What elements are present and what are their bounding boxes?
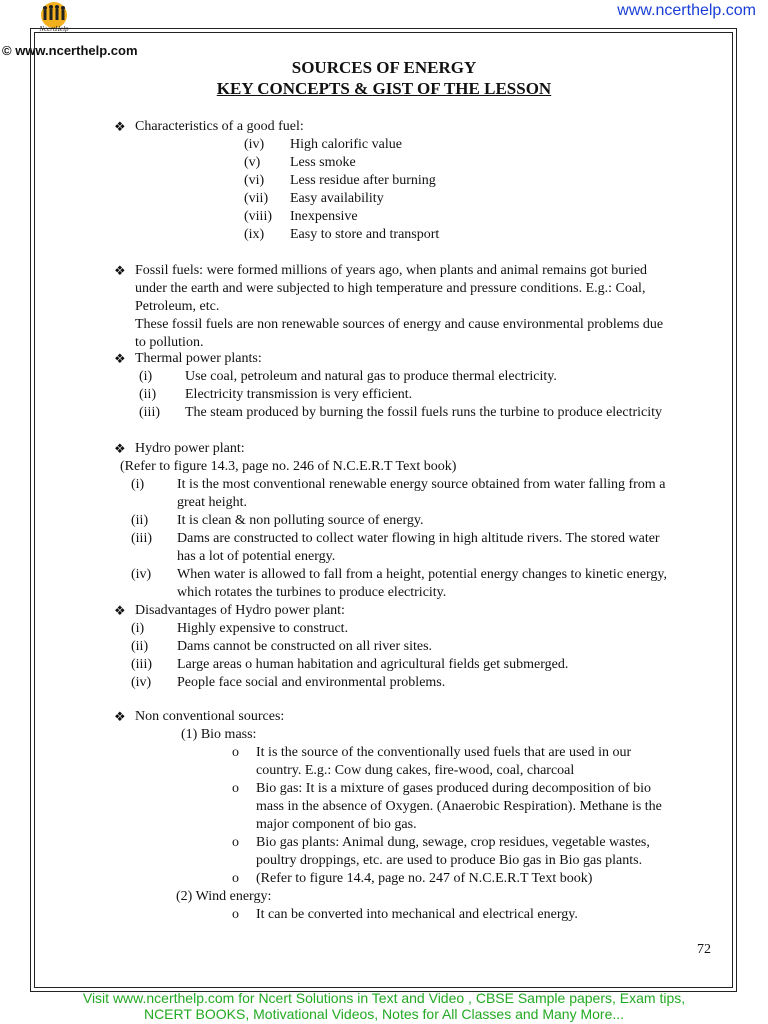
list-item: Use coal, petroleum and natural gas to produce thermal electricity. — [185, 369, 557, 384]
list-num: (ii) — [131, 639, 149, 654]
footer-line-1[interactable]: Visit www.ncerthelp.com for Ncert Solutions in Text and Video , CBSE Sample papers, Exam tips, — [82, 990, 686, 1006]
list-item: Electricity transmission is very efficient. — [185, 387, 413, 402]
list-item: Easy to store and transport — [290, 227, 440, 242]
circle-bullet-icon: o — [232, 871, 239, 886]
page-number: 72 — [697, 942, 711, 957]
list-item-cont: mass in the absence of Oxygen. (Anaerobic Respiration). Methane is the — [256, 799, 662, 814]
list-num: (iv) — [244, 137, 265, 152]
bullet-icon: ❖ — [114, 441, 126, 456]
list-num: (vii) — [244, 191, 269, 206]
list-item: Less smoke — [290, 155, 356, 170]
bullet-icon: ❖ — [114, 263, 126, 278]
list-num: (ix) — [244, 227, 265, 242]
page-subtitle: KEY CONCEPTS & GIST OF THE LESSON — [216, 79, 552, 98]
section-heading-fuel: Characteristics of a good fuel: — [135, 119, 304, 134]
list-item: Easy availability — [290, 191, 384, 206]
list-item: Highly expensive to construct. — [177, 621, 349, 636]
circle-bullet-icon: o — [232, 835, 239, 850]
list-item-cont: country. E.g.: Cow dung cakes, fire-wood, coal, charcoal — [256, 763, 575, 778]
list-num: (i) — [131, 477, 145, 492]
footer-line-2[interactable]: NCERT BOOKS, Motivational Videos, Notes for All Classes and Many More... — [143, 1006, 625, 1022]
section-heading-disadvantages: Disadvantages of Hydro power plant: — [135, 603, 345, 618]
list-num: (vi) — [244, 173, 265, 188]
list-item-cont: which rotates the turbines to produce electricity. — [177, 585, 447, 600]
list-num: (viii) — [244, 209, 272, 224]
paragraph-line: These fossil fuels are non renewable sources of energy and cause environmental problems due — [135, 317, 664, 332]
subsection-heading-wind: (2) Wind energy: — [176, 889, 272, 904]
list-item: Bio gas: It is a mixture of gases produced during decomposition of bio — [256, 781, 652, 796]
list-item: Dams cannot be constructed on all river sites. — [177, 639, 433, 654]
list-num: (ii) — [131, 513, 149, 528]
list-item: When water is allowed to fall from a height, potential energy changes to kinetic energy, — [177, 567, 667, 582]
circle-bullet-icon: o — [232, 745, 239, 760]
list-item: Bio gas plants: Animal dung, sewage, crop residues, vegetable wastes, — [256, 835, 650, 850]
reference-note: (Refer to figure 14.3, page no. 246 of N.C.E.R.T Text book) — [120, 459, 457, 474]
bullet-icon: ❖ — [114, 119, 126, 134]
list-num: (v) — [244, 155, 261, 170]
svg-text:NcertHelp: NcertHelp — [39, 25, 69, 33]
section-heading-thermal: Thermal power plants: — [135, 351, 262, 366]
circle-bullet-icon: o — [232, 907, 239, 922]
list-num: (iv) — [131, 567, 152, 582]
list-num: (iii) — [131, 531, 152, 546]
bullet-icon: ❖ — [114, 709, 126, 724]
site-link[interactable]: www.ncerthelp.com — [617, 2, 756, 19]
list-item: Dams are constructed to collect water flowing in high altitude rivers. The stored water — [177, 531, 660, 546]
bullet-icon: ❖ — [114, 351, 126, 366]
list-item: (Refer to figure 14.4, page no. 247 of N.C.E.R.T Text book) — [256, 871, 593, 886]
list-item: High calorific value — [290, 137, 402, 152]
page-title: SOURCES OF ENERGY — [291, 58, 477, 77]
bullet-icon: ❖ — [114, 603, 126, 618]
list-num: (iv) — [131, 675, 152, 690]
subsection-heading-biomass: (1) Bio mass: — [181, 727, 257, 742]
list-item: It is the source of the conventionally used fuels that are used in our — [256, 745, 632, 760]
section-heading-nonconventional: Non conventional sources: — [135, 709, 285, 724]
paragraph-line: Fossil fuels: were formed millions of years ago, when plants and animal remains got buried — [135, 263, 648, 278]
list-item-cont: poultry droppings, etc. are used to produce Bio gas in Bio gas plants. — [256, 853, 643, 868]
list-num: (iii) — [131, 657, 152, 672]
list-num: (i) — [131, 621, 145, 636]
list-num: (iii) — [139, 405, 160, 420]
section-heading-hydro: Hydro power plant: — [135, 441, 245, 456]
list-num: (i) — [139, 369, 153, 384]
list-item: It is the most conventional renewable energy source obtained from water falling from a — [177, 477, 666, 492]
list-item-cont: great height. — [177, 495, 247, 510]
list-num: (ii) — [139, 387, 157, 402]
paragraph-line: under the earth and were subjected to high temperature and pressure conditions. E.g.: Coal, — [135, 281, 646, 296]
list-item: Inexpensive — [290, 209, 358, 224]
paragraph-line: Petroleum, etc. — [135, 299, 220, 314]
list-item: Large areas o human habitation and agricultural fields get submerged. — [177, 657, 569, 672]
list-item-cont: major component of bio gas. — [256, 817, 417, 832]
copyright-text: © www.ncerthelp.com — [2, 43, 138, 58]
list-item: It is clean & non polluting source of energy. — [177, 513, 424, 528]
list-item: It can be converted into mechanical and electrical energy. — [256, 907, 578, 922]
paragraph-line: to pollution. — [135, 335, 204, 350]
circle-bullet-icon: o — [232, 781, 239, 796]
list-item: Less residue after burning — [290, 173, 436, 188]
list-item-cont: has a lot of potential energy. — [177, 549, 336, 564]
list-item: The steam produced by burning the fossil fuels runs the turbine to produce electricity — [185, 405, 663, 420]
list-item: People face social and environmental problems. — [177, 675, 446, 690]
